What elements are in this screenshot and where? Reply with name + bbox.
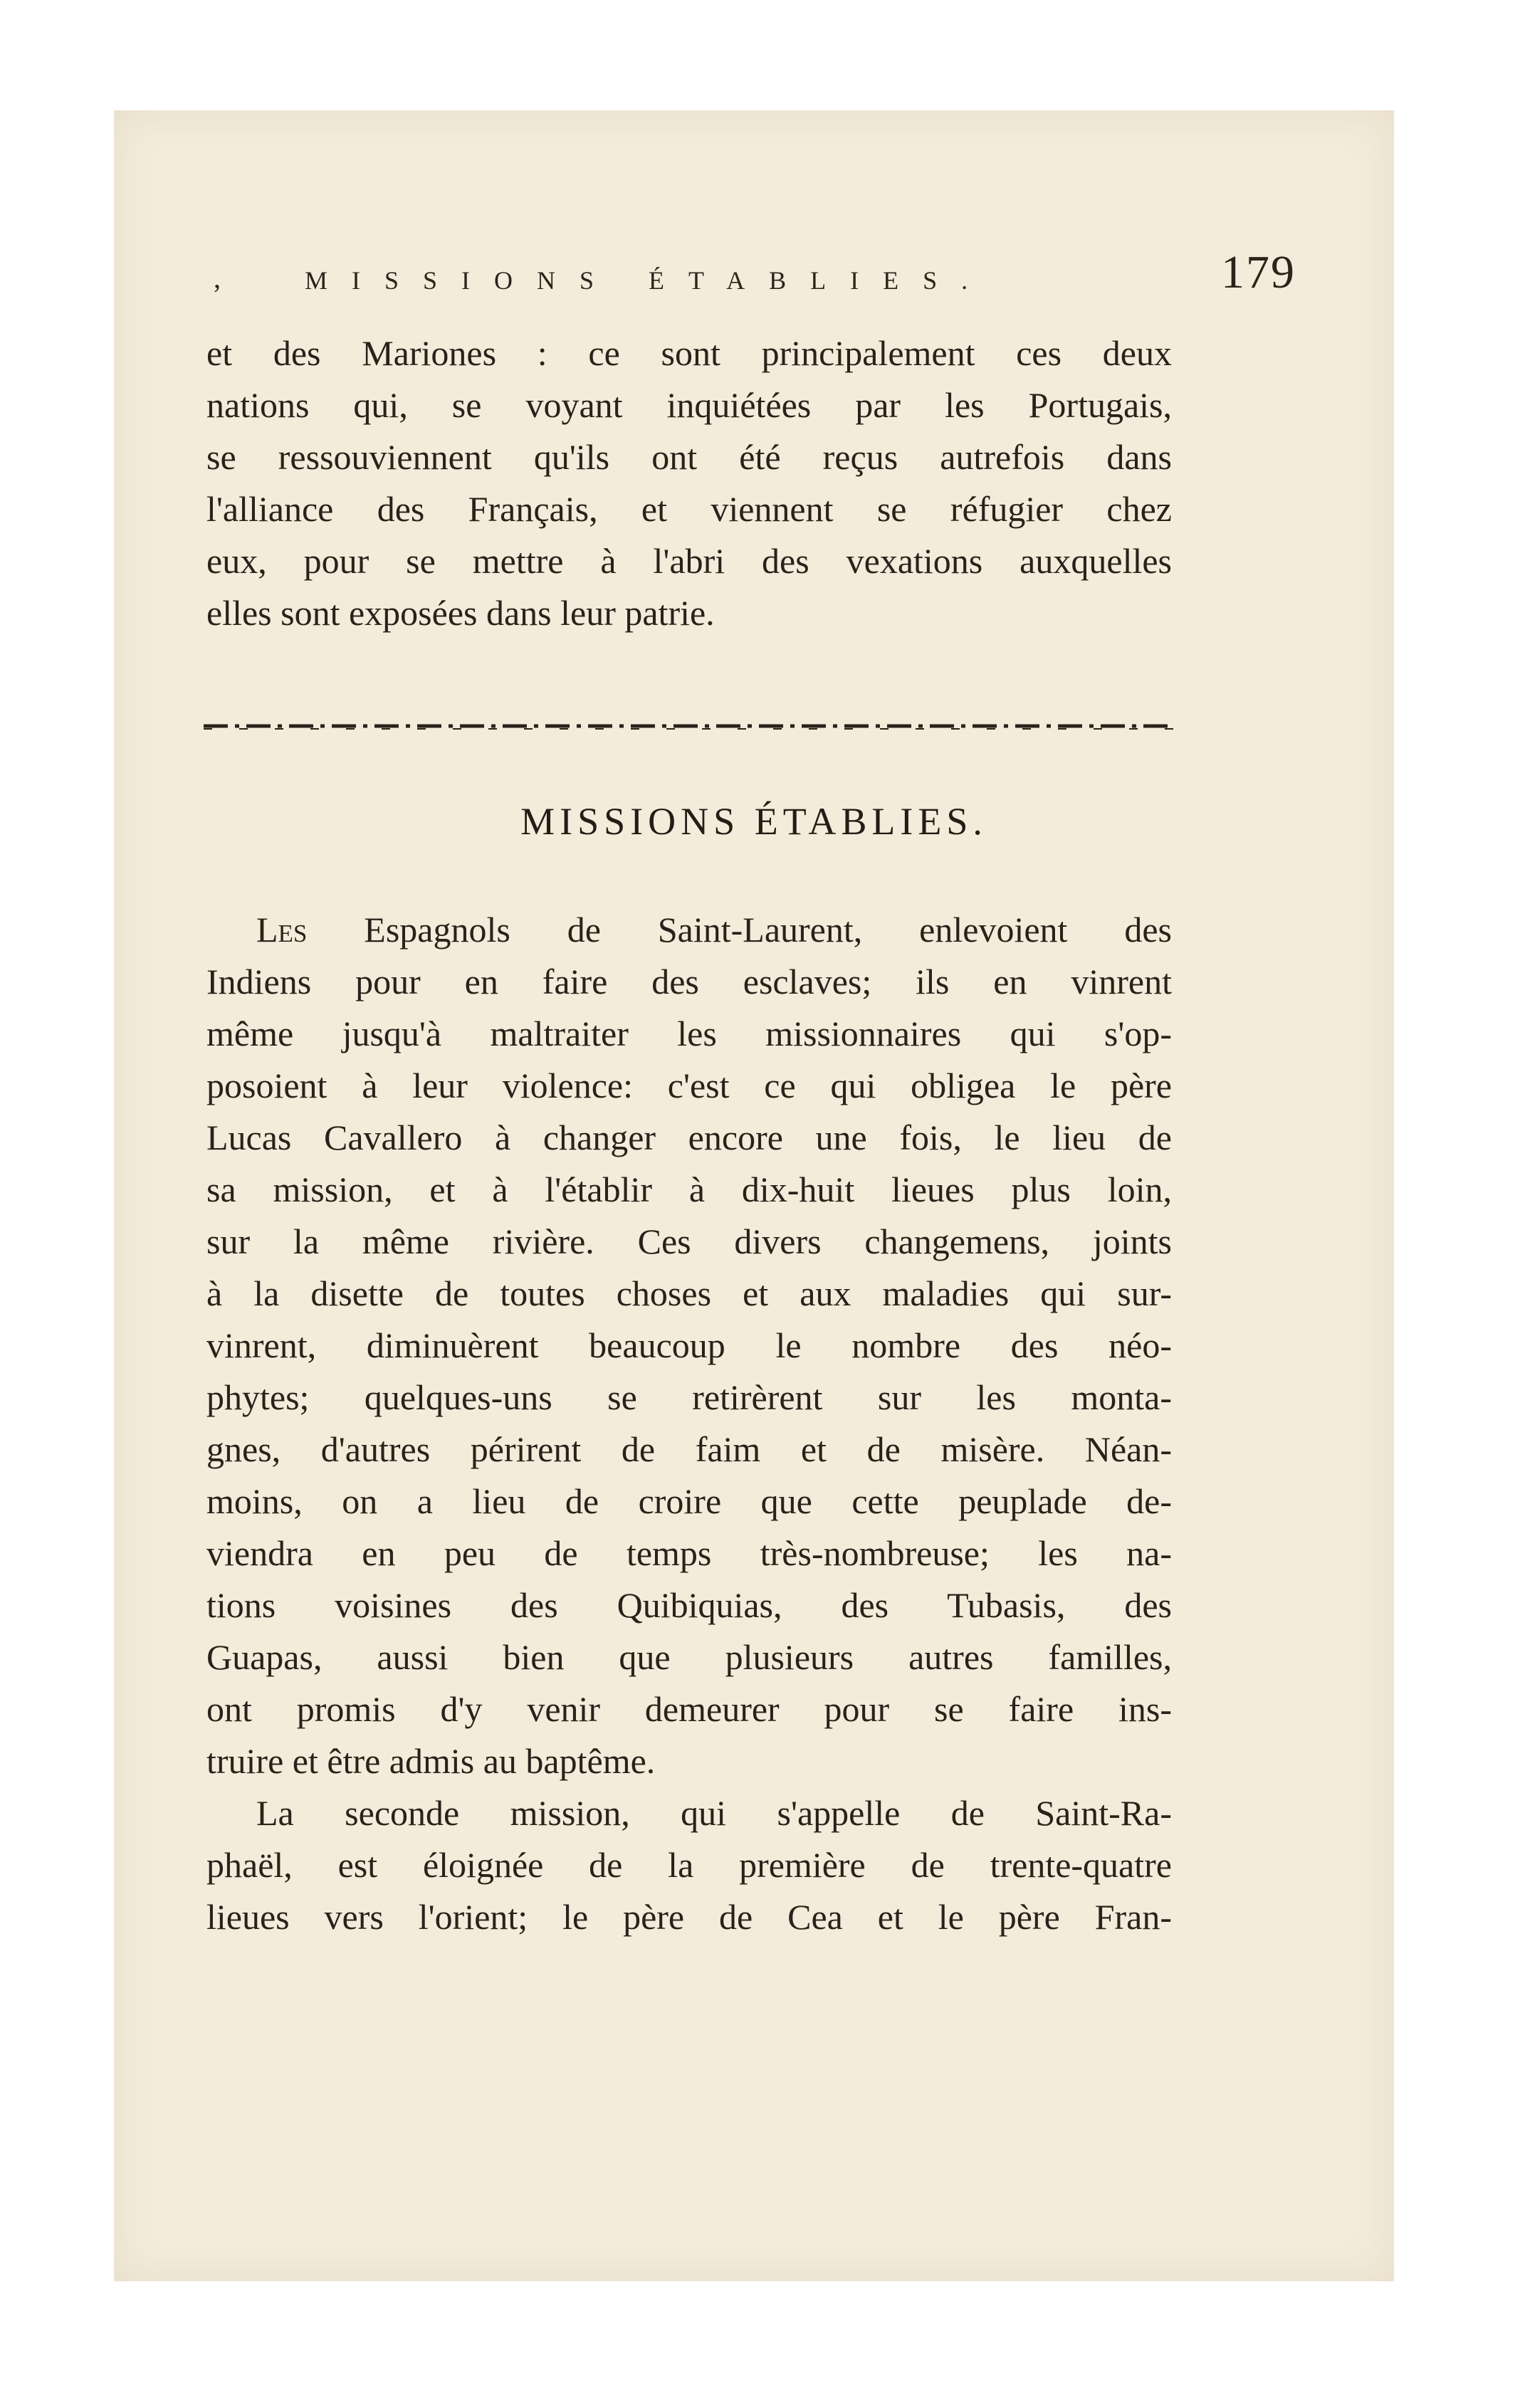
running-head: [192, 246, 1296, 303]
text-line: Lucas Cavallero à changer encore une fois, le lieu de: [206, 1118, 1172, 1157]
running-head-mark: ,: [214, 262, 221, 294]
page-number: 179: [1221, 246, 1296, 298]
section-title: MISSIONS ÉTABLIES.: [520, 800, 987, 843]
text-line: lieues vers l'orient; le père de Cea et le père Fran-: [206, 1897, 1172, 1937]
text-line: Indiens pour en faire des esclaves; ils en vinrent: [206, 962, 1172, 1001]
ornamental-rule: [204, 717, 1173, 735]
text-line: eux, pour se mettre à l'abri des vexations auxquelles: [206, 541, 1172, 581]
text-line: Guapas, aussi bien que plusieurs autres familles,: [206, 1637, 1172, 1677]
continued-paragraph: [206, 327, 1172, 639]
text-line: tions voisines des Quibiquias, des Tubasis, des: [206, 1585, 1172, 1625]
text-line: sa mission, et à l'établir à dix-huit lieues plus loin,: [206, 1169, 1172, 1209]
text-line: et des Mariones : ce sont principalement ces deux: [206, 333, 1172, 373]
text-line-rest: Espagnols de Saint-Laurent, enlevoient des: [307, 910, 1172, 950]
text-line: vinrent, diminuèrent beaucoup le nombre des néo-: [206, 1325, 1172, 1365]
text-line: moins, on a lieu de croire que cette peuplade de-: [206, 1481, 1172, 1521]
section-body: [206, 904, 1172, 1943]
text-line: phaël, est éloignée de la première de trente-quatre: [206, 1845, 1172, 1885]
text-line: l'alliance des Français, et viennent se réfugier chez: [206, 489, 1172, 529]
text-line: viendra en peu de temps très-nombreuse; les na-: [206, 1533, 1172, 1573]
book-page: [114, 110, 1394, 2281]
text-line: truire et être admis au baptême.: [206, 1741, 656, 1781]
text-line: sur la même rivière. Ces divers changemens, joints: [206, 1221, 1172, 1261]
text-line: à la disette de toutes choses et aux maladies qui sur-: [206, 1273, 1172, 1313]
text-line: gnes, d'autres périrent de faim et de misère. Néan-: [206, 1429, 1172, 1469]
running-head-title: MISSIONS ÉTABLIES.: [305, 266, 992, 295]
text-line: La seconde mission, qui s'appelle de Saint-Ra-: [256, 1793, 1172, 1833]
text-line: même jusqu'à maltraiter les missionnaires qui s'op-: [206, 1014, 1172, 1053]
text-line: se ressouviennent qu'ils ont été reçus autrefois dans: [206, 437, 1172, 477]
drop-word: Les: [256, 910, 308, 950]
text-line: nations qui, se voyant inquiétées par les Portugais,: [206, 385, 1172, 425]
text-line: phytes; quelques-uns se retirèrent sur les monta-: [206, 1377, 1172, 1417]
text-line: elles sont exposées dans leur patrie.: [206, 593, 715, 633]
text-line: posoient à leur violence: c'est ce qui obligea le père: [206, 1066, 1172, 1105]
text-line: ont promis d'y venir demeurer pour se faire ins-: [206, 1689, 1172, 1729]
text-line: [206, 904, 1172, 956]
